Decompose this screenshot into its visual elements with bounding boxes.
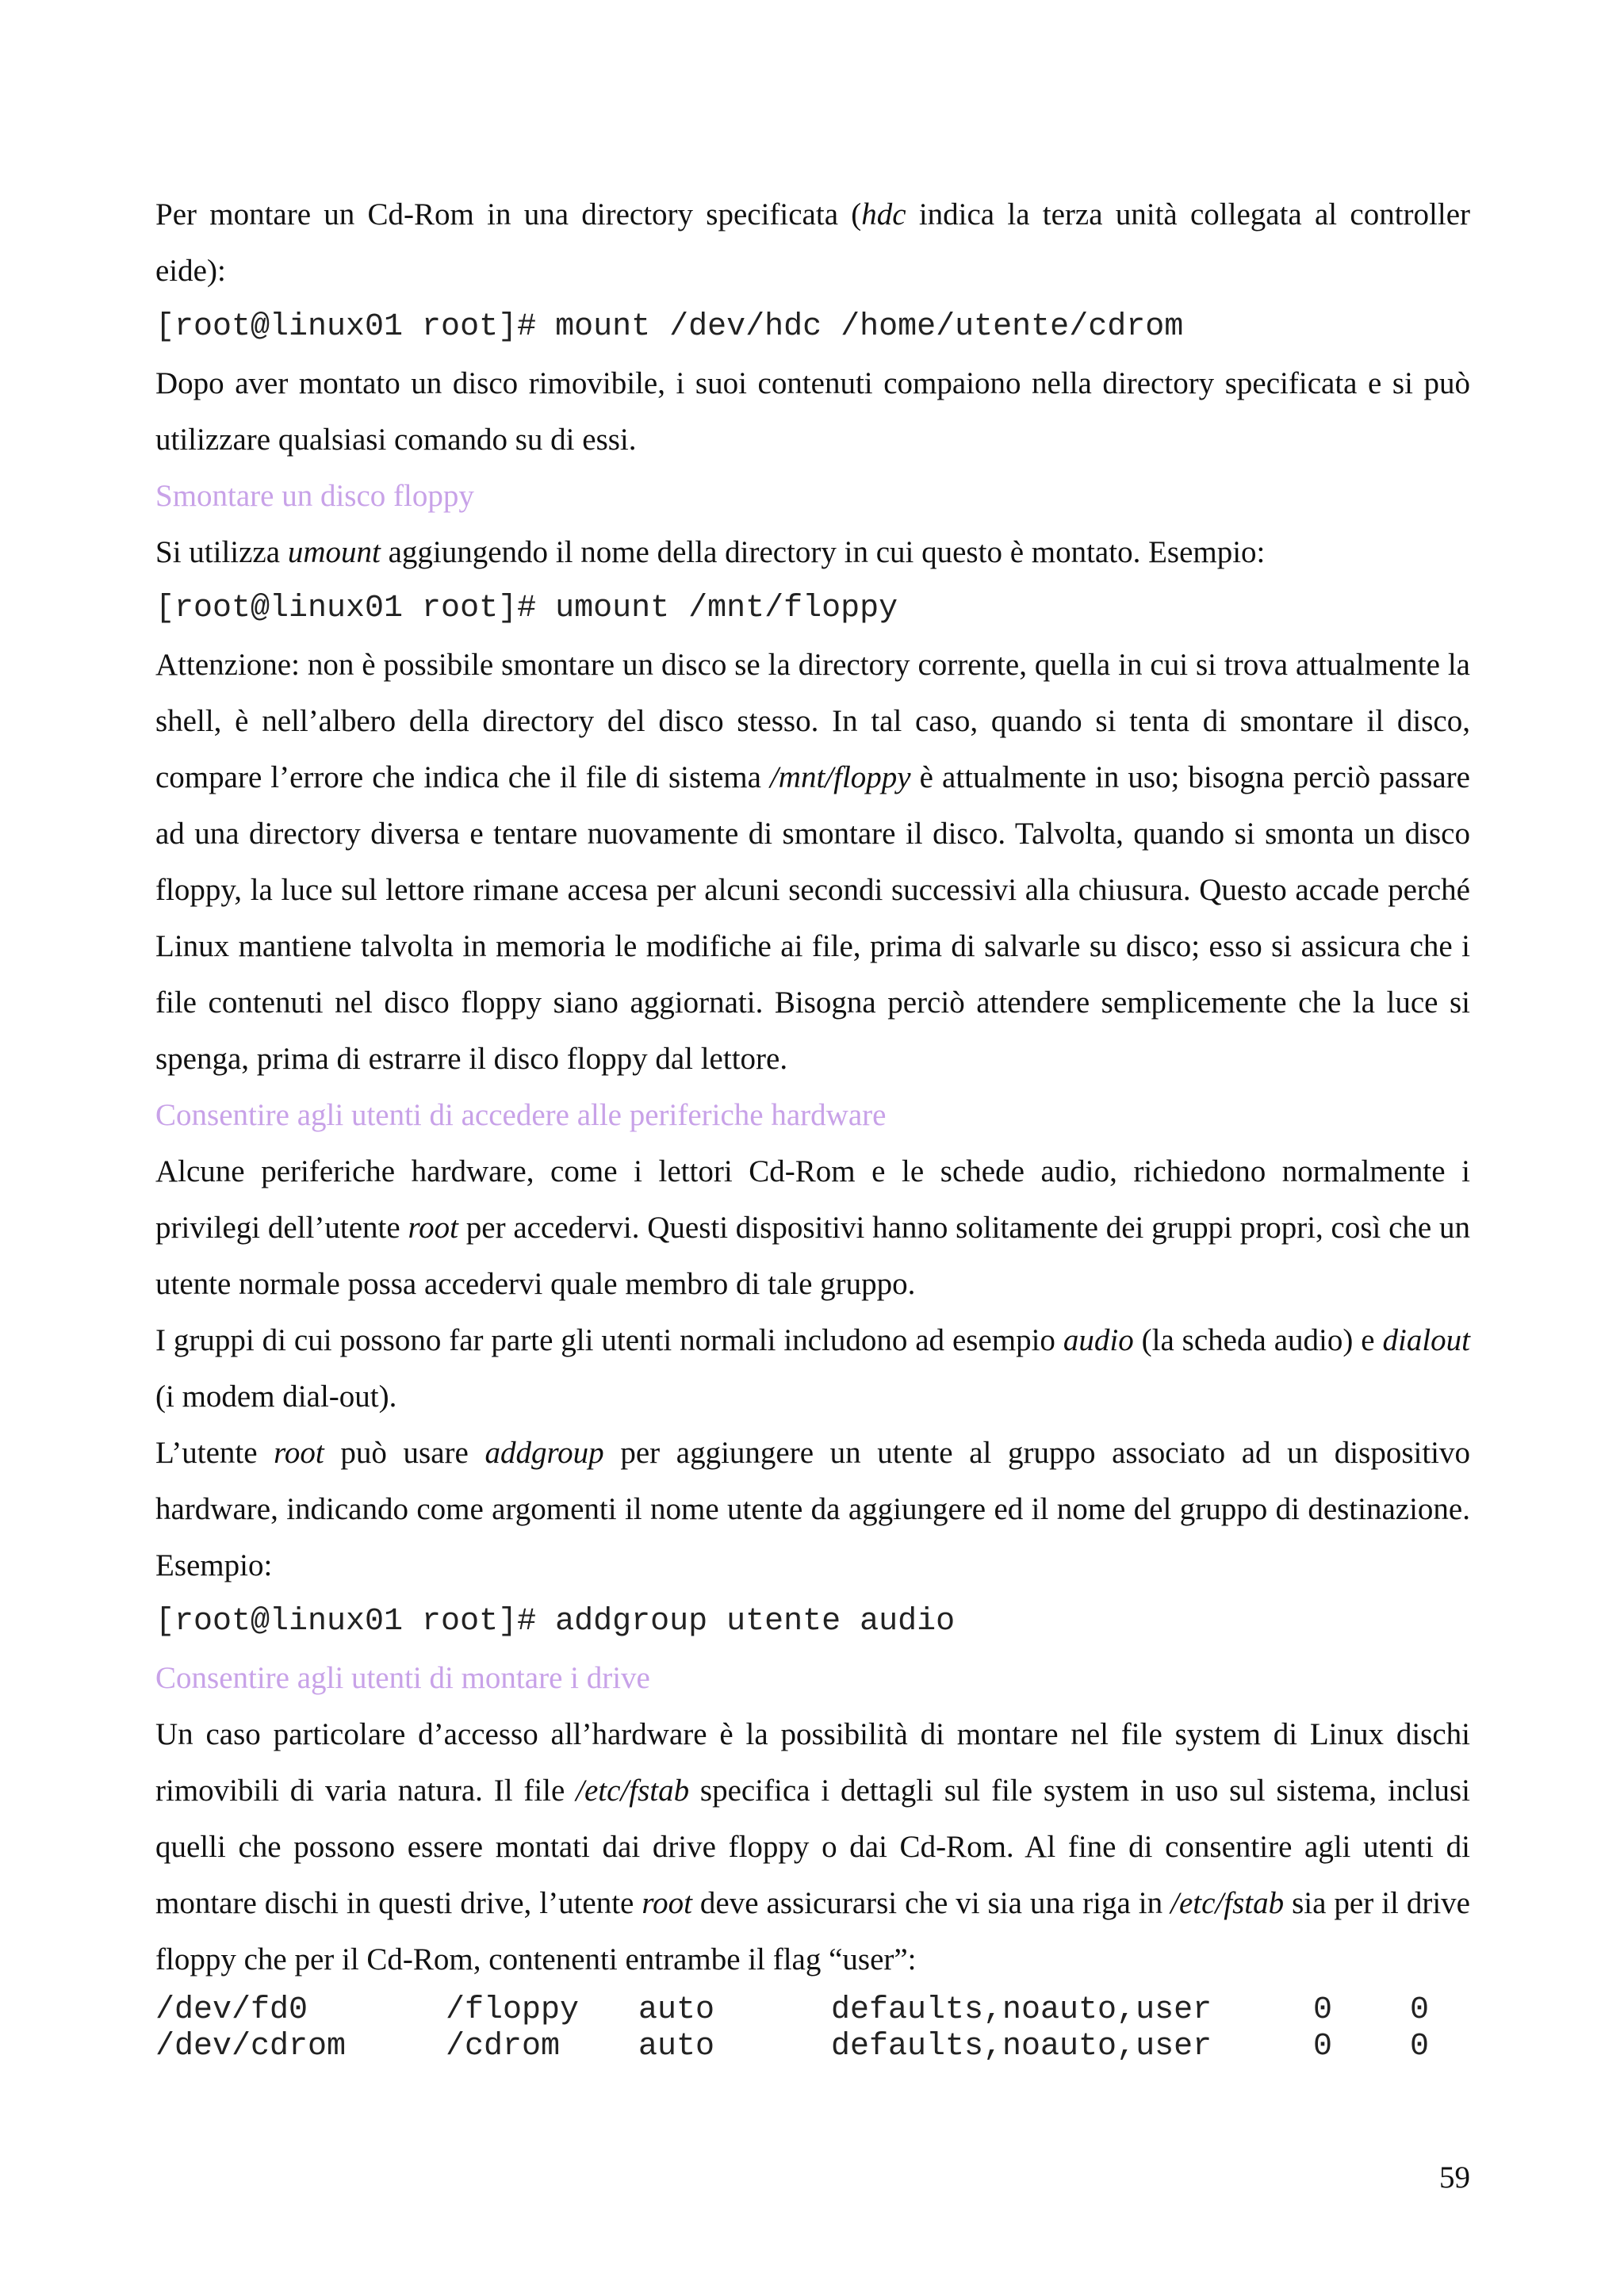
emphasis-dialout: dialout <box>1382 1323 1470 1357</box>
fstab-mountpoint: /floppy <box>446 1992 580 2028</box>
code-umount-command: [root@linux01 root]# umount /mnt/floppy <box>155 591 898 626</box>
fstab-dump: 0 <box>1313 1992 1333 2028</box>
text-run: Si utilizza <box>155 535 288 569</box>
emphasis-root: root <box>408 1211 459 1245</box>
text-run: L’utente <box>155 1436 274 1470</box>
heading-periferiche-hardware: Consentire agli utenti di accedere alle periferiche hardware <box>155 1098 887 1132</box>
emphasis-mnt-floppy: /mnt/floppy <box>769 760 911 794</box>
text-run: (i modem dial-out). <box>155 1380 397 1414</box>
code-addgroup-command: [root@linux01 root]# addgroup utente audio <box>155 1604 956 1640</box>
fstab-device: /dev/cdrom <box>155 2029 347 2064</box>
text-run: per accedervi. Questi dispositivi hanno solitamente dei gruppi propri, così che un utente normale possa accedervi quale membro di tale gruppo. <box>155 1211 1471 1301</box>
fstab-type: auto <box>638 1992 715 2028</box>
code-mount-command: [root@linux01 root]# mount /dev/hdc /home/utente/cdrom <box>155 309 1184 345</box>
emphasis-audio: audio <box>1063 1323 1134 1357</box>
paragraph-addgroup <box>155 1425 1470 1594</box>
emphasis-root: root <box>274 1436 324 1470</box>
text-run: specifica i dettagli sul file system in uso sul sistema, inclusi quelli che possono essere montati dai drive floppy o dai Cd-Rom. Al fine di consentire agli utenti di montare dischi in questi drive, l’utente <box>155 1774 1470 1920</box>
heading-montare-drive: Consentire agli utenti di montare i drive <box>155 1661 650 1695</box>
emphasis-etc-fstab: /etc/fstab <box>1170 1886 1285 1920</box>
fstab-options: defaults,noauto,user <box>831 2029 1212 2064</box>
fstab-row <box>155 1992 1470 2029</box>
fstab-row <box>155 2029 1470 2065</box>
paragraph-after-mount: Dopo aver montato un disco rimovibile, i suoi contenuti compaiono nella directory specificata e si può utilizzare qualsiasi comando su di essi. <box>155 366 1470 457</box>
fstab-pass: 0 <box>1410 1992 1430 2028</box>
paragraph-umount <box>155 524 1470 580</box>
paragraph-fstab <box>155 1706 1470 1988</box>
emphasis-addgroup: addgroup <box>485 1436 604 1470</box>
fstab-dump: 0 <box>1313 2029 1333 2064</box>
text-run: può usare <box>324 1436 485 1470</box>
paragraph-gruppi <box>155 1312 1470 1425</box>
fstab-device: /dev/fd0 <box>155 1992 308 2028</box>
fstab-pass: 0 <box>1410 2029 1430 2064</box>
text-run: Per montare un Cd-Rom in una directory specificata ( <box>155 197 862 232</box>
text-run: deve assicurarsi che vi sia una riga in <box>691 1886 1171 1920</box>
text-run: Alcune periferiche hardware, come i lettori Cd-Rom e le schede audio, richiedono normalmente i privilegi dell’utente <box>155 1154 1470 1245</box>
text-run: per aggiungere un utente al gruppo associato ad un dispositivo hardware, indicando come argomenti il nome utente da aggiungere ed il nome del gruppo di destinazione. Esempio: <box>155 1436 1470 1582</box>
paragraph-mount-cdrom <box>155 186 1470 299</box>
text-run: I gruppi di cui possono far parte gli utenti normali includono ad esempio <box>155 1323 1063 1357</box>
paragraph-attenzione <box>155 637 1470 1087</box>
fstab-mountpoint: /cdrom <box>446 2029 561 2064</box>
fstab-type: auto <box>638 2029 715 2064</box>
emphasis-root: root <box>642 1886 692 1920</box>
page-body <box>155 186 1470 2065</box>
page-number: 59 <box>1439 2160 1470 2195</box>
text-run: (la scheda audio) e <box>1133 1323 1383 1357</box>
paragraph-periferiche <box>155 1143 1470 1312</box>
text-run: aggiungendo il nome della directory in cui questo è montato. Esempio: <box>380 535 1266 569</box>
text-run: indica la terza unità collegata al controller eide): <box>155 197 1470 288</box>
text-run: sia per il drive floppy che per il Cd-Rom, contenenti entrambe il flag “user”: <box>155 1886 1470 1976</box>
text-run: Un caso particolare d’accesso all’hardware è la possibilità di montare nel file system di Linux dischi rimovibili di varia natura. Il file <box>155 1717 1470 1808</box>
emphasis-hdc: hdc <box>861 197 906 232</box>
text-run: Attenzione: non è possibile smontare un disco se la directory corrente, quella in cui si trova attualmente la shell, è nell’albero della directory del disco stesso. In tal caso, quando si tenta di smontare il disco, compare l’errore che indica che il file di sistema <box>155 648 1470 794</box>
heading-smontare-floppy: Smontare un disco floppy <box>155 479 474 513</box>
fstab-options: defaults,noauto,user <box>831 1992 1212 2028</box>
emphasis-umount: umount <box>287 535 381 569</box>
text-run: è attualmente in uso; bisogna perciò passare ad una directory diversa e tentare nuovamente di smontare il disco. Talvolta, quando si smonta un disco floppy, la luce sul lettore rimane accesa per alcuni secondi successivi alla chiusura. Questo accade perché Linux mantiene talvolta in memoria le modifiche ai file, prima di salvarle su disco; esso si assicura che i file contenuti nel disco floppy siano aggiornati. Bisogna perciò attendere semplicemente che la luce si spenga, prima di estrarre il disco floppy dal lettore. <box>155 760 1470 1076</box>
emphasis-etc-fstab: /etc/fstab <box>576 1774 690 1808</box>
fstab-listing <box>155 1992 1470 2065</box>
